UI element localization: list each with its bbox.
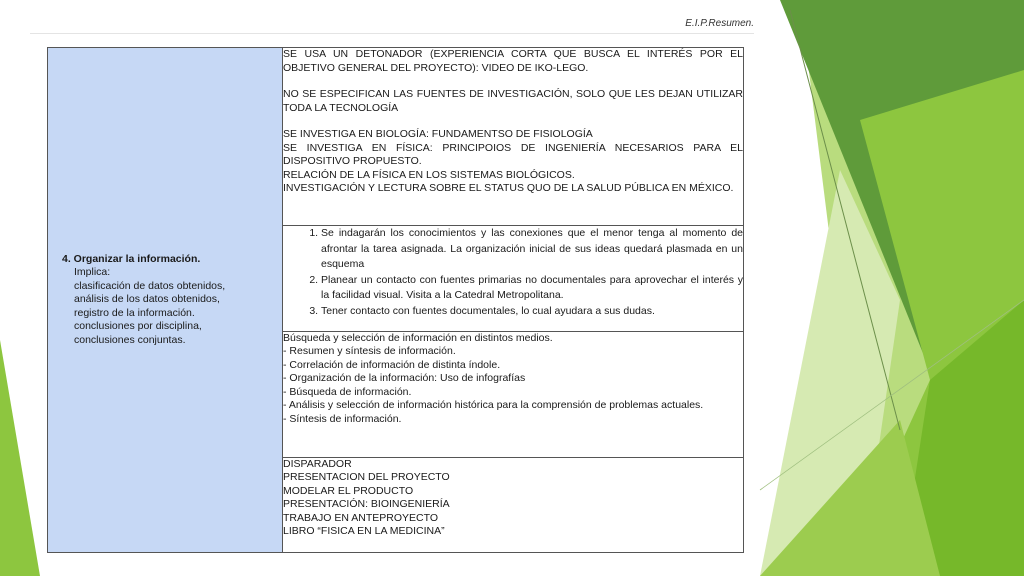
left-list-item: conclusiones conjuntas. xyxy=(74,333,186,346)
row1-paragraph: SE USA UN DETONADOR (EXPERIENCIA CORTA QUE BUSCA EL INTERÉS POR EL OBJETIVO GENERAL DEL PROYECTO): VIDEO DE IKO-LEGO. xyxy=(283,48,743,74)
slide-header: E.I.P.Resumen. xyxy=(685,18,754,29)
row3-line: - Correlación de información de distinta índole. xyxy=(283,358,501,371)
table-row xyxy=(48,48,744,226)
row3-cell xyxy=(283,331,744,457)
left-column-content xyxy=(48,253,282,348)
left-list-item: Implica: xyxy=(74,266,111,279)
deco-bottom-left-triangle xyxy=(0,340,40,576)
row1-line: RELACIÓN DE LA FÍSICA EN LOS SISTEMAS BIOLÓGICOS. xyxy=(283,168,575,181)
step-title: 4. Organizar la información. xyxy=(62,252,201,265)
row3-line: - Análisis y selección de información histórica para la comprensión de problemas actuales. xyxy=(283,399,704,412)
row3-line: - Síntesis de información. xyxy=(283,412,402,425)
left-column-cell xyxy=(48,48,283,553)
row4-line: TRABAJO EN ANTEPROYECTO xyxy=(283,511,439,524)
left-list-item: conclusiones por disciplina, xyxy=(74,320,202,333)
row1-line: SE INVESTIGA EN FÍSICA: PRINCIPOIOS DE INGENIERÍA NECESARIOS PARA EL DISPOSITIVO PROPUESTO. xyxy=(283,141,743,167)
left-list-item: registro de la información. xyxy=(74,306,195,319)
row2-cell xyxy=(283,226,744,331)
row4-cell xyxy=(283,457,744,552)
row3-line: - Resumen y síntesis de información. xyxy=(283,345,456,358)
row4-line: MODELAR EL PRODUCTO xyxy=(283,484,414,497)
row4-line: DISPARADOR xyxy=(283,457,352,470)
row3-line: - Organización de la información: Uso de infografías xyxy=(283,372,526,385)
left-list-item: análisis de los datos obtenidos, xyxy=(74,293,220,306)
row3-line: Búsqueda y selección de información en distintos medios. xyxy=(283,331,553,344)
row4-line: PRESENTACIÓN: BIOINGENIERÍA xyxy=(283,498,450,511)
list-item: 1. Se indagarán los conocimientos y las conexiones que el menor tenga al momento de afrontar la tarea asignada. La organización inicial de sus ideas quedará plasmada en un esquema xyxy=(321,226,743,273)
left-list-item: clasificación de datos obtenidos, xyxy=(74,279,226,292)
row1-line: SE INVESTIGA EN BIOLOGÍA: FUNDAMENTSO DE FISIOLOGÍA xyxy=(283,128,593,140)
header-divider xyxy=(30,33,754,34)
organize-info-table xyxy=(47,47,744,553)
row1-line: INVESTIGACIÓN Y LECTURA SOBRE EL STATUS QUO DE LA SALUD PÚBLICA EN MÉXICO. xyxy=(283,182,734,194)
row1-cell xyxy=(283,48,744,226)
numbered-list xyxy=(283,226,743,319)
list-item: 3. Tener contacto con fuentes documentales, lo cual ayudara a sus dudas. xyxy=(321,304,743,320)
list-item: 2. Planear un contacto con fuentes primarias no documentales para aprovechar el interés y la facilidad visual. Visita a la Catedral Metropolitana. xyxy=(321,273,743,304)
row4-line: PRESENTACION DEL PROYECTO xyxy=(283,471,450,484)
row3-line: - Búsqueda de información. xyxy=(283,385,412,398)
row1-paragraph: NO SE ESPECIFICAN LAS FUENTES DE INVESTIGACIÓN, SOLO QUE LES DEJAN UTILIZAR TODA LA TECNOLOGÍA xyxy=(283,88,743,114)
row4-line: LIBRO “FISICA EN LA MEDICINA” xyxy=(283,525,445,538)
